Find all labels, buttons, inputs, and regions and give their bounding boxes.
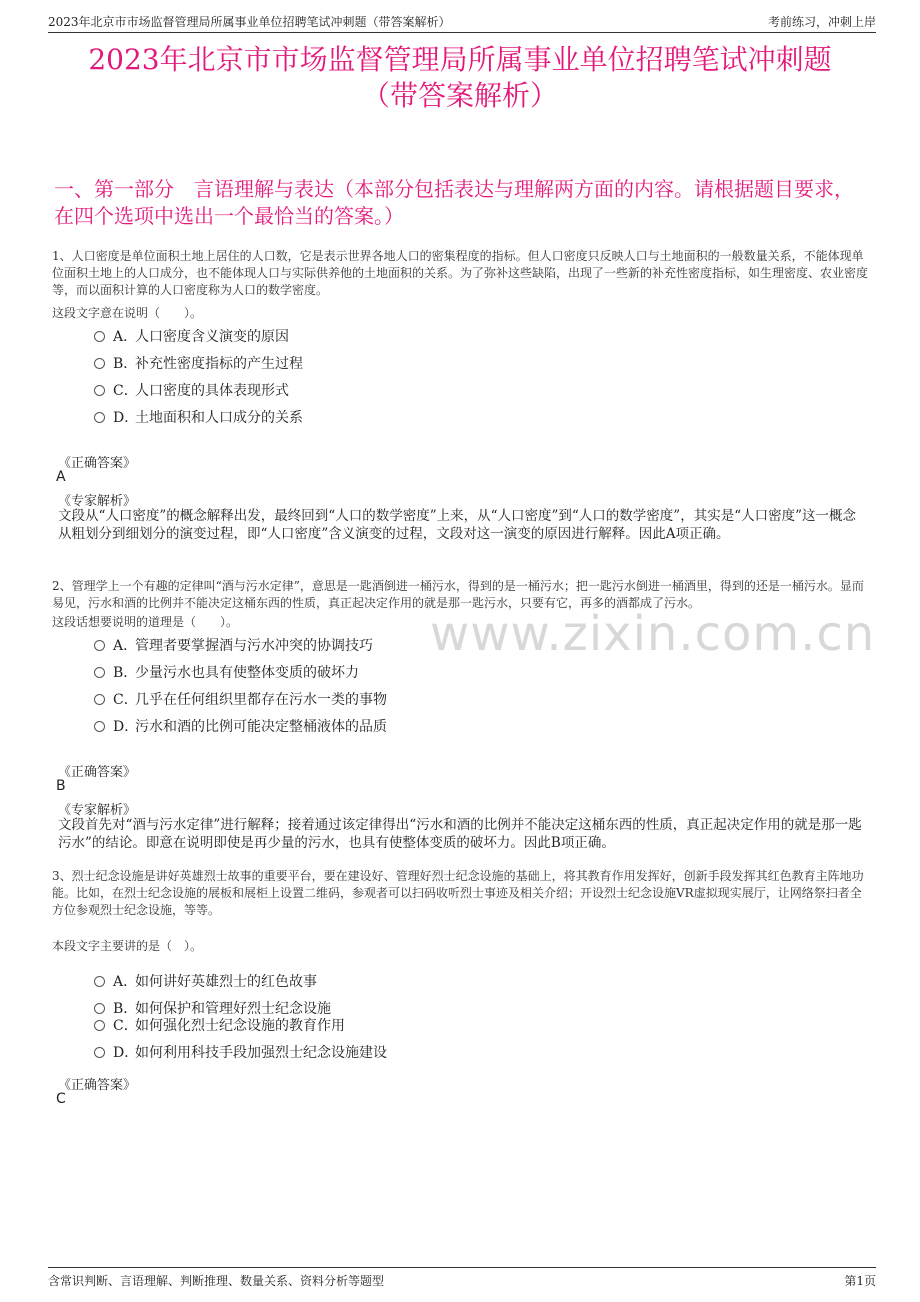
question-2-prompt: 这段话想要说明的道理是（ ）。: [52, 615, 239, 629]
question-3-stem: 3、烈士纪念设施是讲好英雄烈士故事的重要平台，要在建设好、管理好烈士纪念设施的基础上，将其教育作用发挥好，创新手段发挥其红色教育主阵地功能。比如，在烈士纪念设施的展板和展柜上设置二维码，参观者可以扫码收听烈士事迹及相关介绍；开设烈士纪念设施VR虚拟现实展厅，让网络祭扫者全方位参观烈士纪念设施，等等。: [52, 869, 864, 917]
header-slogan: 考前练习，冲刺上岸: [767, 15, 876, 29]
q1-option-b[interactable]: B．补充性密度指标的产生过程: [94, 354, 303, 374]
question-2-stem: 2、管理学上一个有趣的定律叫“酒与污水定律”，意思是一匙酒倒进一桶污水，得到的是一桶污水；把一匙污水倒进一桶酒里，得到的还是一桶污水。显而易见，污水和酒的比例并不能决定这桶东西的性质，真正起决定作用的就是那一匙污水，只要有它，再多的酒都成了污水。: [52, 579, 864, 610]
q1-analysis-label: 《专家解析》: [58, 494, 137, 509]
radio-icon[interactable]: [94, 976, 105, 987]
q3-answer-label: 《正确答案》: [58, 1078, 137, 1093]
q2-option-a[interactable]: A．管理者要掌握酒与污水冲突的协调技巧: [94, 636, 373, 656]
page-number: 第1页: [844, 1274, 876, 1288]
header-title: 2023年北京市市场监督管理局所属事业单位招聘笔试冲刺题（带答案解析）: [48, 15, 451, 29]
radio-icon[interactable]: [94, 1020, 105, 1031]
q1-option-d[interactable]: D．土地面积和人口成分的关系: [94, 408, 303, 428]
radio-icon[interactable]: [94, 1003, 105, 1014]
radio-icon[interactable]: [94, 358, 105, 369]
q1-option-c[interactable]: C．人口密度的具体表现形式: [94, 381, 289, 401]
radio-icon[interactable]: [94, 694, 105, 705]
page-footer: [48, 1267, 876, 1288]
q3-option-d[interactable]: D．如何利用科技手段加强烈士纪念设施建设: [94, 1043, 387, 1063]
radio-icon[interactable]: [94, 640, 105, 651]
q3-option-a[interactable]: A．如何讲好英雄烈士的红色故事: [94, 972, 317, 992]
footer-note: 含常识判断、言语理解、判断推理、数量关系、资料分析等题型: [48, 1274, 385, 1288]
q3-option-b[interactable]: B．如何保护和管理好烈士纪念设施: [94, 999, 331, 1019]
section-heading: 一、第一部分 言语理解与表达（本部分包括表达与理解两方面的内容。请根据题目要求，在四个选项中选出一个最恰当的答案。）: [54, 177, 854, 228]
q2-analysis: 文段首先对“酒与污水定律”进行解释；接着通过该定律得出“污水和酒的比例并不能决定这桶东西的性质，真正起决定作用的就是那一匙污水”的结论。即意在说明即使是再少量的污水，也具有使整体变质的破坏力。因此B项正确。: [58, 817, 862, 851]
q3-option-c[interactable]: C．如何强化烈士纪念设施的教育作用: [94, 1016, 345, 1036]
question-3-prompt: 本段文字主要讲的是（ ）。: [52, 939, 203, 953]
radio-icon[interactable]: [94, 667, 105, 678]
watermark: www.zixin.com.cn: [430, 606, 876, 662]
q2-answer: B: [56, 778, 66, 794]
radio-icon[interactable]: [94, 1047, 105, 1058]
q2-option-d[interactable]: D．污水和酒的比例可能决定整桶液体的品质: [94, 717, 387, 737]
document-title: 2023年北京市市场监督管理局所属事业单位招聘笔试冲刺题: [88, 43, 832, 76]
radio-icon[interactable]: [94, 385, 105, 396]
radio-icon[interactable]: [94, 412, 105, 423]
q2-answer-label: 《正确答案》: [58, 765, 137, 780]
question-1-prompt: 这段文字意在说明（ ）。: [52, 306, 203, 320]
question-1-stem: 1、人口密度是单位面积土地上居住的人口数，它是表示世界各地人口的密集程度的指标。但人口密度只反映人口与土地面积的一般数量关系，不能体现单位面积土地上的人口成分，也不能体现人口与实际供养他的土地面积的关系。为了弥补这些缺陷，出现了一些新的补充性密度指标，如生理密度、农业密度等，而以面积计算的人口密度称为人口的数学密度。: [52, 249, 869, 297]
q1-analysis: 文段从“人口密度”的概念解释出发，最终回到“人口的数学密度”上来，从“人口密度”到“人口的数学密度”，其实是“人口密度”这一概念从粗划分到细划分的演变过程，即“人口密度”含义演变的过程，文段对这一演变的原因进行解释。因此A项正确。: [58, 508, 857, 542]
q2-option-b[interactable]: B．少量污水也具有使整体变质的破坏力: [94, 663, 359, 683]
q2-option-c[interactable]: C．几乎在任何组织里都存在污水一类的事物: [94, 690, 387, 710]
page-header: [48, 10, 876, 33]
q2-analysis-label: 《专家解析》: [58, 803, 137, 818]
radio-icon[interactable]: [94, 721, 105, 732]
document-subtitle: （带答案解析）: [361, 79, 558, 112]
radio-icon[interactable]: [94, 331, 105, 342]
q1-option-a[interactable]: A．人口密度含义演变的原因: [94, 327, 289, 347]
q1-answer-label: 《正确答案》: [58, 456, 137, 471]
q3-answer: C: [56, 1091, 66, 1107]
q1-answer: A: [56, 469, 66, 485]
